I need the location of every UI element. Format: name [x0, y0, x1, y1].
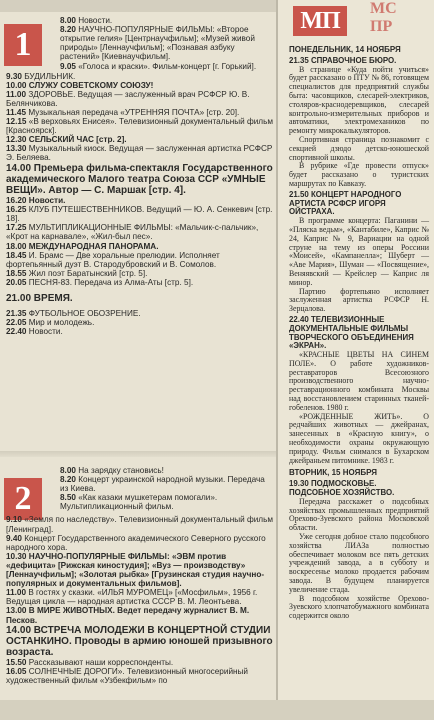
program-time: 22.40	[6, 327, 27, 337]
program-title: Новости.	[75, 16, 113, 25]
channel-one-number: 1	[14, 26, 32, 63]
program-entry	[6, 658, 274, 667]
program-title: ПЕСНЯ-83. Передача из Алма-Аты [стр. 5].	[26, 277, 194, 287]
program-entry	[6, 25, 274, 61]
program-title: Новости.	[26, 196, 66, 206]
program-time: 10.30	[6, 551, 27, 561]
program-entry	[6, 269, 274, 278]
program-entry	[6, 62, 274, 71]
program-title: «В верховьях Енисея». Телевизионный документальный фильм [Красноярск].	[6, 117, 273, 136]
program-description: В странице «Куда пойти учиться» будет рассказано о ПТУ № 86, готовящем специалистов для предприятий службы быта: часовщиков, слесарей-электриков, столяров-краснодеревщиков, слесарей контрольно-измерительных приборов и автоматики, электромехаников по ремонту микрокалькуляторов.	[289, 64, 429, 136]
schedule-day-heading: ПОНЕДЕЛЬНИК, 14 НОЯБРЯ	[289, 45, 401, 54]
program-title: ВСТРЕЧА МОЛОДЕЖИ В КОНЦЕРТНОЙ СТУДИИ ОСТАНКИНО. Проводы в армию юношей призывного возраста.	[6, 624, 273, 658]
program-time: 15.50	[6, 658, 27, 668]
program-heading: 22.40 ТЕЛЕВИЗИОННЫЕ ДОКУМЕНТАЛЬНЫЕ ФИЛЬМЫ ТВОРЧЕСКОГО ОБЪЕДИНЕНИЯ «ЭКРАН».	[289, 314, 414, 351]
program-entry	[6, 588, 274, 606]
program-title: Новости.	[26, 327, 63, 337]
program-entry	[6, 493, 274, 511]
program-entry	[6, 552, 274, 588]
program-entry	[6, 534, 274, 552]
program-entry	[6, 90, 274, 108]
program-title: И. Брамс — Две хоральные прелюдии. Исполняет фортепьянный дуэт В. Стародубровский и В. Сомолов.	[6, 250, 220, 269]
program-entry	[6, 16, 274, 25]
program-entry	[6, 466, 274, 475]
program-time: 16.20	[6, 196, 27, 206]
program-time: 18.55	[6, 268, 27, 278]
program-time: 16.25	[6, 205, 27, 215]
program-entry	[6, 144, 274, 162]
program-entry	[6, 515, 274, 533]
program-title: На зарядку становись!	[75, 466, 164, 475]
program-time: 11.00	[6, 89, 27, 99]
program-description: Партию фортепьяно исполняет заслуженная артистка РСФСР Н. Зерцалова.	[289, 286, 429, 314]
paper-fold-middle	[0, 451, 278, 457]
program-title: БУДИЛЬНИК.	[21, 71, 76, 81]
program-entry	[6, 108, 274, 117]
program-entry	[6, 606, 274, 624]
program-entry	[6, 667, 274, 685]
program-entry	[6, 135, 274, 144]
masthead-side-text: МС ПР	[370, 0, 397, 35]
program-title: Жил поэт Баратынский [стр. 5].	[26, 268, 148, 278]
program-entry	[6, 625, 274, 659]
program-entry	[6, 318, 274, 327]
program-title: СЕЛЬСКИЙ ЧАС [стр. 2].	[26, 135, 127, 145]
program-time: 9.30	[6, 71, 22, 81]
column-divider	[276, 0, 278, 720]
program-entry	[6, 309, 274, 318]
program-entry	[6, 251, 274, 269]
program-time: 12.15	[6, 117, 27, 127]
masthead-badge	[293, 6, 347, 36]
program-entry	[6, 293, 274, 304]
program-title: ФУТБОЛЬНОЕ ОБОЗРЕНИЕ.	[26, 309, 141, 319]
program-time: 8.00	[60, 466, 76, 475]
program-time: 21.35	[6, 309, 27, 319]
masthead-text: МП	[300, 7, 340, 34]
program-description: Спортивная страница познакомит с секцией дзюдо детско-юношеской спортивной школы.	[289, 134, 429, 162]
paper-fold-top	[0, 0, 278, 12]
program-title: «Земля по наследству». Телевизионный документальный фильм [Ленинград].	[6, 515, 273, 534]
program-time: 9.05	[60, 62, 76, 72]
program-title: «Как казаки мушкетерам помогали». Мультипликационный фильм.	[60, 493, 218, 512]
paper-bottom-edge	[0, 700, 434, 720]
program-title: В гостях у сказки. «ИЛЬЯ МУРОМЕЦ» [«Мосфильм», 1956 г. Ведущая цикла — народная артистка СССР В. М. Леонтьева.	[6, 588, 258, 607]
program-title: ЗДОРОВЬЕ. Ведущая — заслуженный врач РСФСР Ю. В. Белянчикова.	[6, 89, 250, 108]
program-entry	[6, 278, 274, 287]
program-time: 21.00	[6, 293, 32, 305]
schedule-day-heading: ВТОРНИК, 15 НОЯБРЯ	[289, 468, 377, 478]
channel-two-listings	[6, 466, 274, 685]
program-heading: 21.50 КОНЦЕРТ НАРОДНОГО АРТИСТА РСФСР ИГОРЯ ОЙСТРАХА.	[289, 189, 402, 217]
program-title: Музыкальный киоск. Ведущая — заслуженная артистка РСФСР Э. Беляева.	[6, 144, 273, 163]
program-entry	[6, 242, 274, 251]
program-heading: 21.35 СПРАВОЧНОЕ БЮРО.	[289, 55, 397, 65]
program-title: Мир и молодежь.	[26, 318, 95, 328]
channel-two-number: 2	[14, 480, 32, 517]
program-entry	[6, 163, 274, 197]
program-description: В программе концерта: Паганини — «Пляска ведьм», «Кантабиле», Каприс № 24, Каприс № 9, Вариации на одной струне на тему из оперы Россини «Моисей», «Кампанелла»; Шуберт — «Аве Мария», Шуман — «Посвящение», Веняявский — Крейслер — Каприс ля минор.	[289, 216, 429, 287]
program-description: В рубрике «Где провести отпуск» будет рассказано о туристских маршрутах по Кавказу.	[289, 161, 429, 188]
program-time: 14.00	[6, 162, 32, 174]
program-entry	[6, 223, 274, 241]
program-title: СЛУЖУ СОВЕТСКОМУ СОЮЗУ!	[26, 80, 154, 90]
program-time: 14.00	[6, 624, 32, 636]
program-entry	[6, 205, 274, 223]
program-time: 11.45	[6, 107, 27, 117]
program-time: 13.30	[6, 144, 27, 154]
program-time: 8.50	[60, 493, 76, 503]
program-time: 18.45	[6, 250, 27, 260]
right-column-articles	[289, 46, 429, 621]
program-time: 12.30	[6, 135, 27, 145]
program-entry	[6, 327, 274, 336]
program-title: ВРЕМЯ.	[31, 293, 73, 305]
program-entry	[6, 196, 274, 205]
program-title: КЛУБ ПУТЕШЕСТВЕННИКОВ. Ведущий — Ю. А. Сенкевич [стр. 18].	[6, 205, 273, 224]
program-title: В МИРЕ ЖИВОТНЫХ. Ведет передачу журналист В. М. Песков.	[6, 606, 250, 625]
program-entry	[6, 72, 274, 81]
program-entry	[6, 81, 274, 90]
program-time: 8.00	[60, 16, 76, 25]
program-title: «Голоса и краски». Фильм-концерт [г. Горький].	[75, 62, 257, 72]
program-time: 13.00	[6, 606, 27, 616]
program-entry	[6, 475, 274, 493]
program-time: 8.20	[60, 25, 76, 35]
program-time: 17.25	[6, 223, 27, 233]
program-time: 20.05	[6, 277, 27, 287]
program-title: НАУЧНО-ПОПУЛЯРНЫЕ ФИЛЬМЫ: «Второе открытие гелия» [Центрнаучфильм]; «Музей живой природы» [Леннаучфильм]; «Познавая азбуку растений» [Киевнаучфильм].	[60, 25, 255, 62]
program-title: Концерт Государственного академического Северного русского народного хора.	[6, 533, 266, 552]
program-time: 11.00	[6, 588, 27, 598]
program-title: Рассказывают наши корреспонденты.	[26, 658, 174, 668]
program-title: Премьера фильма-спектакля Государственного академического Малого театра Союза ССР «УМНЫЕ ВЕЩИ». Автор — С. Маршак [стр. 4].	[6, 162, 273, 196]
program-time: 22.05	[6, 318, 27, 328]
channel-one-listings	[6, 16, 274, 337]
program-description: В подсобном хозяйстве Орехово-Зуевского хлопчатобумажного комбината содержится около	[289, 593, 429, 621]
program-title: Концерт украинской народной музыки. Передача из Киева.	[60, 475, 265, 494]
program-title: МЕЖДУНАРОДНАЯ ПАНОРАМА.	[26, 241, 159, 251]
program-time: 18.00	[6, 241, 27, 251]
program-time: 16.05	[6, 667, 27, 677]
program-entry	[6, 117, 274, 135]
program-time: 9.10	[6, 515, 22, 525]
program-title: НАУЧНО-ПОПУЛЯРНЫЕ ФИЛЬМЫ: «ЭВМ против «дефицита» [Рижская киностудия]; «Вуз — производству» [Леннаучфильм]; «Золотая рыбка» [Грузинская студия научно-популярных и документальных фильмов].	[6, 551, 265, 589]
program-title: МУЛЬТИПЛИКАЦИОННЫЕ ФИЛЬМЫ: «Мальчик-с-пальчик», «Крот на карнавале», «Жил-был пес».	[6, 223, 259, 242]
program-title: СОЛНЕЧНЫЕ ДОРОГИ». Телевизионный многосерийный художественный фильм «Узбекфильм» по	[6, 667, 248, 686]
program-description: Уже сегодня добное стало подсобного хозяйства ЛИАЗа полностью обеспечивает молоком все пять детских учреждений завода, а в субботу и воскресенье молоко продается рабочим завода. В будущем планируется увеличение стада.	[289, 532, 429, 594]
program-time: 10.00	[6, 80, 27, 90]
program-description: «КРАСНЫЕ ЦВЕТЫ НА СИНЕМ ПОЛЕ». О работе художников-реставраторов Всесоюзного производственного научно-реставрационного комбината Москвы над восстановлением старинных тканей-гобеленов. 1980 г.	[289, 350, 429, 412]
program-time: 9.40	[6, 533, 22, 543]
program-time: 8.20	[60, 475, 76, 485]
program-description: «РОЖДЕННЫЕ ЖИТЬ». О редчайших животных — джейранах, занесенных в «Красную книгу», о необходимости охраны окружающую природу. Фильм снимался в Бухарском джейраньем питомнике. 1983 г.	[289, 411, 429, 465]
program-heading: 19.30 ПОДМОСКОВЬЕ. ПОДСОБНОЕ ХОЗЯЙСТВО.	[289, 479, 395, 498]
program-title: Музыкальная передача «УТРЕННЯЯ ПОЧТА» [стр. 20].	[26, 107, 240, 117]
program-description: Передача расскажет о подсобных хозяйствах промышленных предприятий Орехово-Зуевского района Московской области.	[289, 496, 429, 533]
